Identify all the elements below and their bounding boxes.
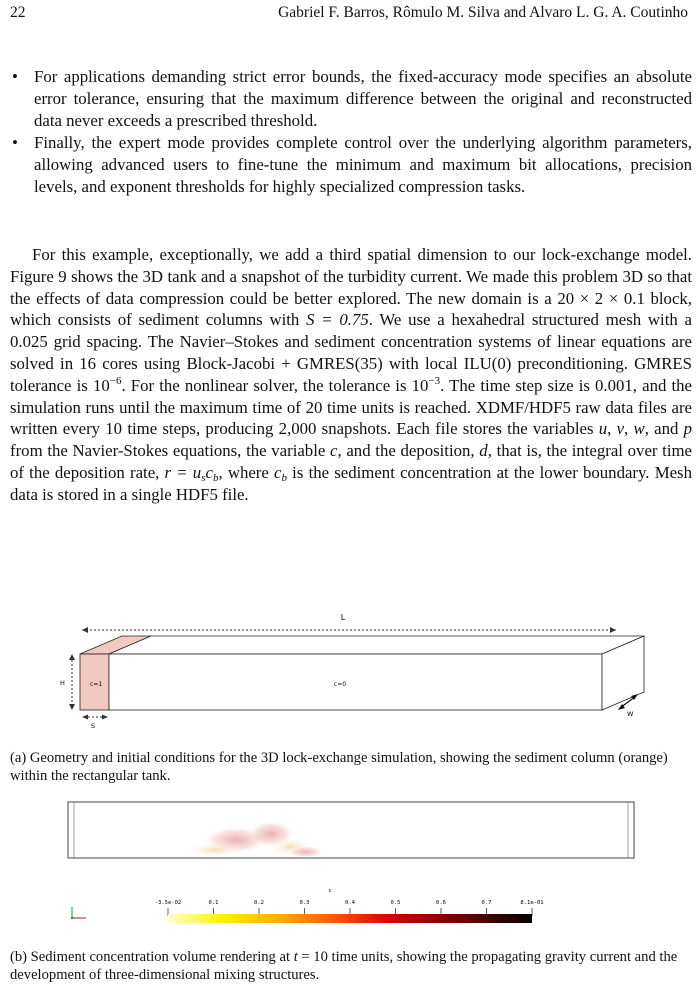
math-var: p bbox=[683, 419, 693, 439]
caption-text: (b) Sediment concentration volume rendering at bbox=[10, 949, 294, 965]
arrow-left-icon bbox=[82, 627, 88, 633]
text-run: is the sediment concentration at the lower boundary. Mesh data is stored in a single HDF5 file. bbox=[10, 462, 692, 504]
math-var: u bbox=[598, 419, 608, 439]
label-H: H bbox=[60, 679, 65, 687]
text-run: from the Navier-Stokes equations, the variable bbox=[10, 441, 331, 461]
text-run: , where bbox=[218, 462, 275, 482]
tank-geometry-diagram bbox=[50, 604, 650, 728]
math-nl-exp: −3 bbox=[428, 374, 441, 387]
colorbar-ticks bbox=[155, 900, 544, 916]
math-var: w bbox=[633, 419, 645, 439]
concentration-rendering bbox=[66, 800, 646, 864]
colorbar-gradient bbox=[168, 914, 532, 923]
arrow-right-icon bbox=[102, 715, 108, 720]
figure-b-caption bbox=[10, 948, 692, 984]
text-run: , that is, the integral over time of the deposition rate, bbox=[10, 441, 692, 482]
text-run: , bbox=[624, 419, 634, 439]
tank-outline bbox=[68, 802, 634, 858]
math-nl-base: 10 bbox=[411, 375, 429, 395]
colorbar-tick-label: 0.6 bbox=[436, 900, 446, 906]
colorbar-tick-label: 0.7 bbox=[481, 900, 492, 906]
text-run: , bbox=[607, 419, 617, 439]
text-run: block, which consists of sediment columns with bbox=[10, 288, 692, 330]
tank-front-face bbox=[109, 654, 602, 710]
colorbar-tick-label: 8.1e-01 bbox=[520, 900, 544, 906]
colorbar-tick-label: 0.5 bbox=[390, 900, 401, 906]
bullet-icon: • bbox=[12, 67, 18, 86]
colorbar bbox=[60, 884, 560, 934]
arrow-down-icon bbox=[69, 704, 75, 710]
text-run: For this example, exceptionally, we add a third spatial dimension to our lock-exchange model. Figure 9 shows the 3D tank and a snapshot of the turbidity current. We made this problem 3D so that the effects of data compression could be better explored. The new domain is a bbox=[10, 245, 692, 308]
colorbar-tick-label: 0.2 bbox=[254, 900, 264, 906]
text-run: . We use a hexahedral structured mesh with a 0.025 grid spacing. The Navier–Stokes and sediment concentration systems of linear equations are solved in 16 cores using Block-Jacobi + GMRES(35) with local ILU(0) preconditioning. GMRES tolerance is bbox=[10, 310, 692, 395]
text-run: . For the nonlinear solver, the tolerance is bbox=[121, 375, 412, 395]
math-gmres-base: 10 bbox=[92, 375, 110, 395]
bullet-list bbox=[10, 66, 692, 199]
colorbar-tick-label: 0.1 bbox=[208, 900, 219, 906]
bullet-item bbox=[10, 132, 692, 197]
colorbar-tick-label: -3.5e-02 bbox=[154, 900, 182, 906]
body-paragraph bbox=[10, 244, 692, 506]
bullet-text: For applications demanding strict error bounds, the fixed-accuracy mode specifies an absolute error tolerance, ensuring that the maximum difference between the original and reconstructed data never exceeds a prescribed threshold. bbox=[34, 67, 692, 130]
text-run: , and the deposition, bbox=[337, 441, 480, 461]
math-dims: 20 × 2 × 0.1 bbox=[557, 288, 645, 308]
colorbar-tick-label: 0.3 bbox=[299, 900, 310, 906]
math-sub: s bbox=[201, 471, 206, 484]
caption-text: = 10 time units, showing the propagating gravity current and the development of three-dimensional mixing structures. bbox=[10, 949, 678, 983]
plume-blob bbox=[186, 842, 246, 858]
colorbar-tick-label: 0.4 bbox=[345, 900, 355, 906]
math-r: r = u bbox=[164, 462, 202, 482]
arrow-right-icon bbox=[610, 627, 616, 633]
bullet-text: Finally, the expert mode provides complete control over the underlying algorithm parameters, allowing advanced users to fine-tune the minimum and maximum bit allocations, precision levels, and exponent thresholds for highly specialized compression tasks. bbox=[34, 133, 692, 196]
math-var: t bbox=[293, 949, 298, 965]
bullet-item bbox=[10, 66, 692, 131]
page-header bbox=[10, 4, 688, 26]
math-var: v bbox=[616, 419, 625, 439]
math-var: d bbox=[479, 441, 488, 461]
arrow-up-icon bbox=[69, 654, 75, 660]
math-s: S = 0.75 bbox=[306, 310, 369, 330]
text-run: . The time step size is 0.001, and the simulation runs until the maximum time of 20 time units is reached. XDMF/HDF5 raw data files are written every 10 time steps, producing 2,000 snapshots. Each file stores the variables bbox=[10, 375, 692, 439]
text-run: , and bbox=[644, 419, 684, 439]
math-sub: b bbox=[212, 471, 219, 484]
label-L: L bbox=[340, 613, 346, 622]
label-W: W bbox=[627, 710, 634, 718]
bullet-icon: • bbox=[12, 133, 18, 153]
label-c0: c=0 bbox=[333, 681, 347, 688]
math-gmres-exp: −6 bbox=[109, 374, 122, 387]
label-S: S bbox=[90, 722, 96, 728]
math-var: c bbox=[330, 441, 338, 461]
label-c1: c=1 bbox=[90, 681, 103, 688]
math-var: c bbox=[205, 462, 213, 482]
running-head-authors: Gabriel F. Barros, Rômulo M. Silva and Alvaro L. G. A. Coutinho bbox=[278, 4, 688, 21]
math-var: c bbox=[274, 462, 282, 482]
math-sub: b bbox=[281, 471, 287, 484]
tank-top-face bbox=[109, 636, 644, 654]
colorbar-title: c bbox=[328, 888, 332, 894]
page-number: 22 bbox=[10, 4, 26, 21]
plume-blob bbox=[288, 846, 324, 858]
arrow-left-icon bbox=[82, 715, 88, 720]
figure-a-caption: (a) Geometry and initial conditions for the 3D lock-exchange simulation, showing the sediment column (orange) within the rectangular tank. bbox=[10, 750, 668, 784]
